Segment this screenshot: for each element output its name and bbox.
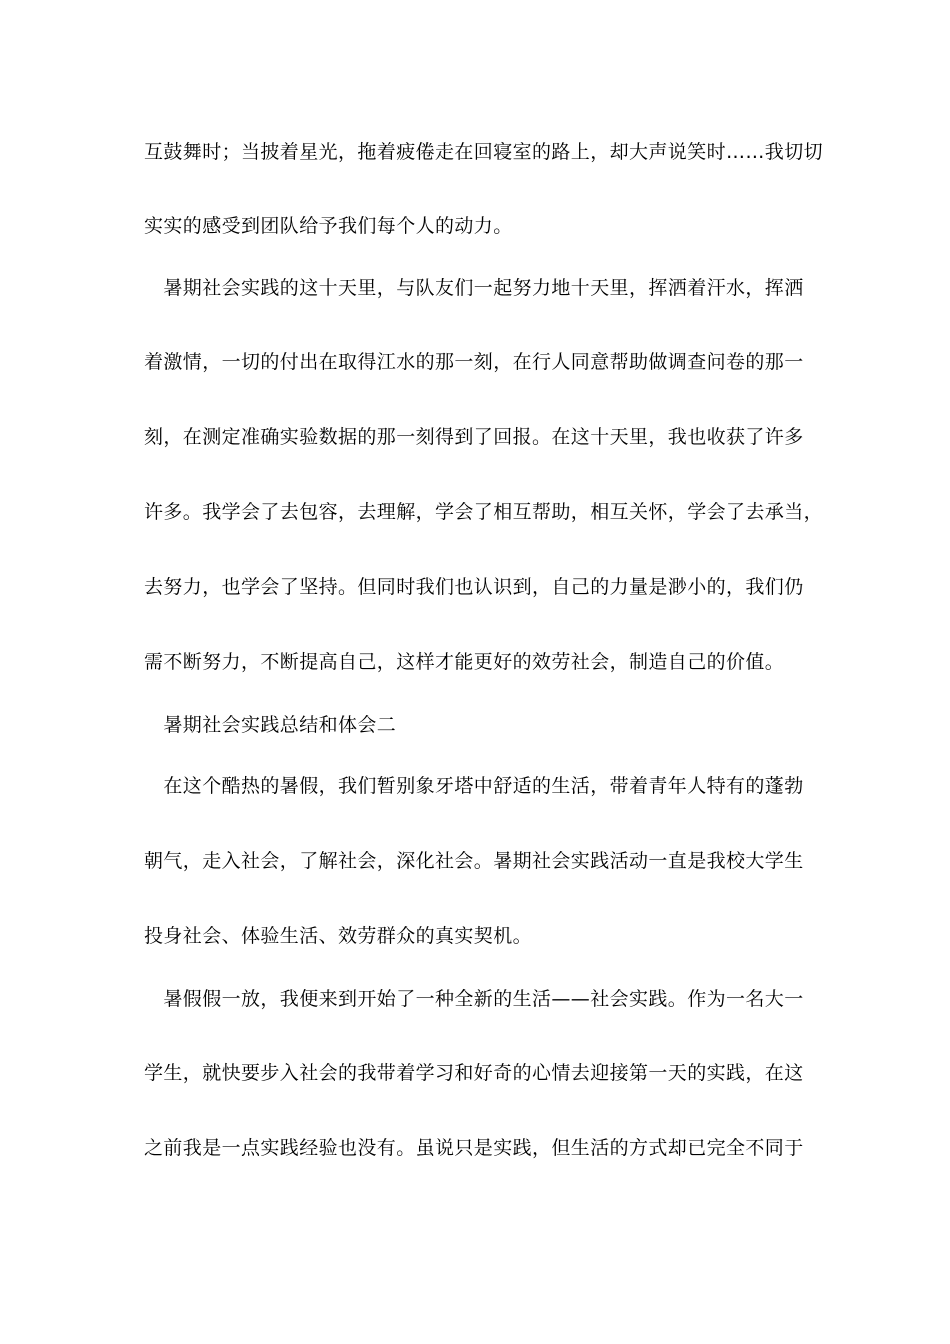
text-line: 着激情，一切的付出在取得江水的那一刻，在行人同意帮助做调查问卷的那一 bbox=[144, 351, 804, 373]
text-line: 暑假假一放，我便来到开始了一种全新的生活——社会实践。作为一名大一 bbox=[144, 988, 804, 1010]
text-line: 刻，在测定准确实验数据的那一刻得到了回报。在这十天里，我也收获了许多 bbox=[144, 426, 804, 448]
section-heading: 暑期社会实践总结和体会二 bbox=[144, 714, 397, 736]
text-line: 在这个酷热的暑假，我们暂别象牙塔中舒适的生活，带着青年人特有的蓬勃 bbox=[144, 775, 804, 797]
text-line: 之前我是一点实践经验也没有。虽说只是实践，但生活的方式却已完全不同于 bbox=[144, 1137, 804, 1159]
text-line: 互鼓舞时；当披着星光，拖着疲倦走在回寝室的路上，却大声说笑时……我切切 bbox=[144, 141, 824, 163]
text-line: 朝气，走入社会，了解社会，深化社会。暑期社会实践活动一直是我校大学生 bbox=[144, 850, 804, 872]
text-line: 需不断努力，不断提高自己，这样才能更好的效劳社会，制造自己的价值。 bbox=[144, 651, 785, 673]
text-line: 许多。我学会了去包容，去理解，学会了相互帮助，相互关怀，学会了去承当， bbox=[144, 501, 824, 523]
text-line: 暑期社会实践的这十天里，与队友们一起努力地十天里，挥洒着汗水，挥洒 bbox=[144, 277, 804, 299]
text-line: 去努力，也学会了坚持。但同时我们也认识到，自己的力量是渺小的，我们仍 bbox=[144, 576, 804, 598]
text-line: 实实的感受到团队给予我们每个人的动力。 bbox=[144, 215, 513, 237]
text-line: 投身社会、体验生活、效劳群众的真实契机。 bbox=[144, 925, 533, 947]
text-line: 学生，就快要步入社会的我带着学习和好奇的心情去迎接第一天的实践，在这 bbox=[144, 1062, 804, 1084]
